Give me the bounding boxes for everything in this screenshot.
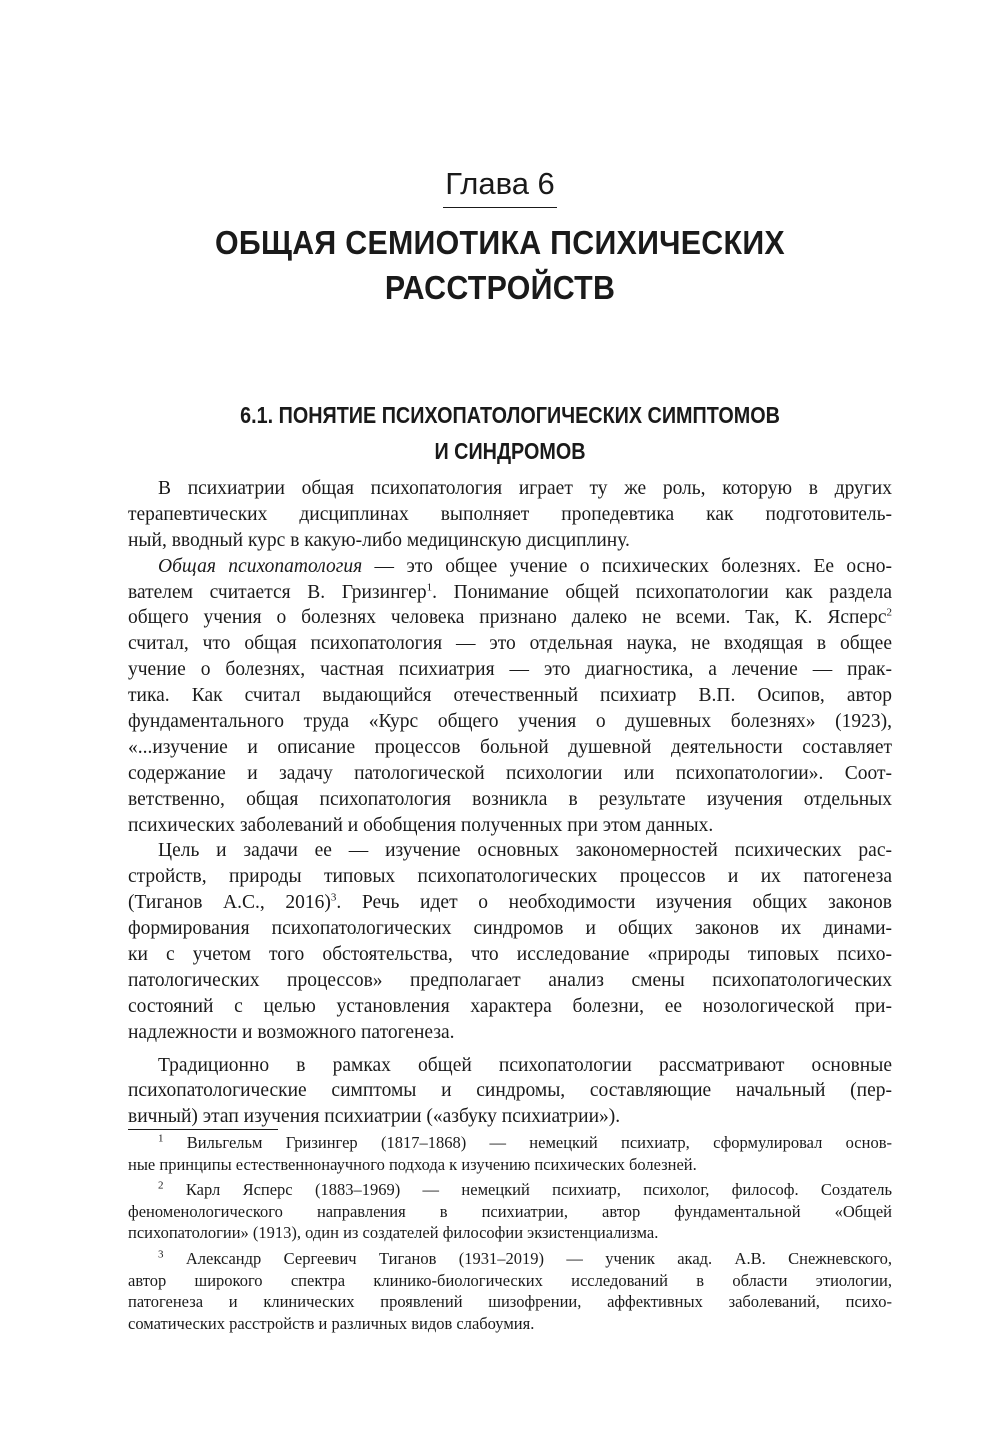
footnote-ref: 1 (426, 581, 433, 594)
footnote-line: феноменологического направления в психиатрии, автор фундаментальной «Общей (128, 1201, 892, 1221)
text-line: учение о болезнях, частная психиатрия — это диагностика, а лечение — прак- (128, 659, 892, 681)
text-line: вателем считается В. Гризингер$^1$. Понимание общей психопатологии как раздела (128, 581, 892, 603)
footnote (128, 1179, 892, 1244)
text-line: Общая психопатология — это общее учение о психических болезнях. Ее осно- (158, 555, 892, 577)
chapter-title-line: ОБЩАЯ СЕМИОТИКА ПСИХИЧЕСКИХ (215, 224, 785, 261)
text-line: тика. Как считал выдающийся отечественный психиатр В.П. Осипов, автор (128, 685, 892, 707)
footnote-ref: 2 (886, 606, 892, 619)
footnote-line: психопатологии» (1913), один из создателей философии экзистенциализма. (128, 1223, 659, 1243)
paragraph (128, 838, 892, 1045)
text-line: (Тиганов А.С., 2016)$^3$. Речь идет о необходимости изучения общих законов (128, 891, 893, 914)
section-title-line: 6.1. ПОНЯТИЕ ПСИХОПАТОЛОГИЧЕСКИХ СИМПТОМОВ (240, 402, 780, 428)
footnote-line: $^1$ Вильгельм Гризингер (1817–1868) — немецкий психиатр, сформулировал основ- (158, 1132, 892, 1152)
footnote-line: соматических расстройств и различных видов слабоумия. (128, 1313, 535, 1333)
text-line: содержание и задачу патологической психологии или психопатологии». Соот- (128, 762, 892, 784)
chapter-title (132, 220, 868, 310)
text-line: состояний с целью установления характера болезни, ее нозологической при- (128, 995, 892, 1017)
text-line: ветственно, общая психопатология возникла в результате изучения отдельных (128, 788, 892, 810)
text-line: психопатологические симптомы и синдромы, составляющие начальный (пер- (128, 1080, 892, 1102)
footnote-ref: 3 (330, 891, 337, 904)
footnote-number: 1 (158, 1132, 164, 1145)
footnotes (128, 1132, 892, 1334)
footnote-line: автор широкого спектра клинико-биологических исследований в области этиологии, (128, 1270, 892, 1290)
footnote (128, 1248, 892, 1334)
text-line: фундаментального труда «Курс общего учения о душевных болезнях» (1923), (128, 711, 892, 733)
footnote-divider (128, 1129, 278, 1130)
footnote-line: патогенеза и клинических проявлений шизофрении, аффективных заболеваний, психо- (128, 1292, 892, 1312)
text-line: общего учения о болезнях человека признано далеко не всеми. Так, К. Ясперс$^2$ (128, 606, 892, 629)
paragraph (128, 554, 892, 839)
section-title-line: И СИНДРОМОВ (434, 438, 586, 464)
footnote (128, 1132, 892, 1175)
chapter-label-text: Глава 6 (443, 164, 557, 208)
text-line: В психиатрии общая психопатология играет ту же роль, которую в других (158, 478, 892, 499)
chapter-title-line: РАССТРОЙСТВ (384, 269, 616, 306)
section-title (157, 397, 862, 469)
text-line: стройств, природы типовых психопатологических процессов и их патогенеза (128, 866, 892, 888)
paragraph (128, 1053, 892, 1131)
text-line: «...изучение и описание процессов больной душевной деятельности составляет (128, 736, 892, 758)
footnote-line: $^3$ Александр Сергеевич Тиганов (1931–2019) — ученик акад. А.В. Снежневского, (158, 1248, 892, 1268)
text-line: Цель и задачи ее — изучение основных закономерностей психических рас- (158, 840, 892, 862)
footnote-number: 3 (158, 1248, 164, 1261)
paragraph (128, 476, 892, 554)
chapter-label (0, 164, 1000, 208)
footnote-number: 2 (158, 1179, 164, 1192)
text-line: психических заболеваний и обобщения полученных при этом данных. (128, 814, 714, 836)
text-line: вичный) этап изучения психиатрии («азбуку психиатрии»). (128, 1106, 621, 1128)
text-line: формирования психопатологических синдромов и общих законов их динами- (128, 918, 892, 940)
italic-term: Общая психопатология (158, 555, 363, 577)
footnote-line: $^2$ Карл Ясперс (1883–1969) — немецкий психиатр, психолог, философ. Создатель (158, 1179, 892, 1200)
text-line: надлежности и возможного патогенеза. (128, 1021, 455, 1043)
text-line: терапевтических дисциплинах выполняет пропедевтика как подготовитель- (128, 503, 892, 525)
text-line: ки с учетом того обстоятельства, что исследование «природы типовых психо- (128, 944, 892, 966)
text-line: патологических процессов» предполагает анализ смены психопатологических (128, 969, 892, 991)
footnote-line: ные принципы естественнонаучного подхода к изучению психических болезней. (128, 1154, 697, 1174)
text-line: Традиционно в рамках общей психопатологии рассматривают основные (158, 1054, 892, 1076)
body-text (128, 476, 892, 1130)
text-line: считал, что общая психопатология — это отдельная наука, не входящая в общее (128, 633, 892, 655)
text-line: ный, вводный курс в какую-либо медицинскую дисциплину. (128, 529, 630, 551)
